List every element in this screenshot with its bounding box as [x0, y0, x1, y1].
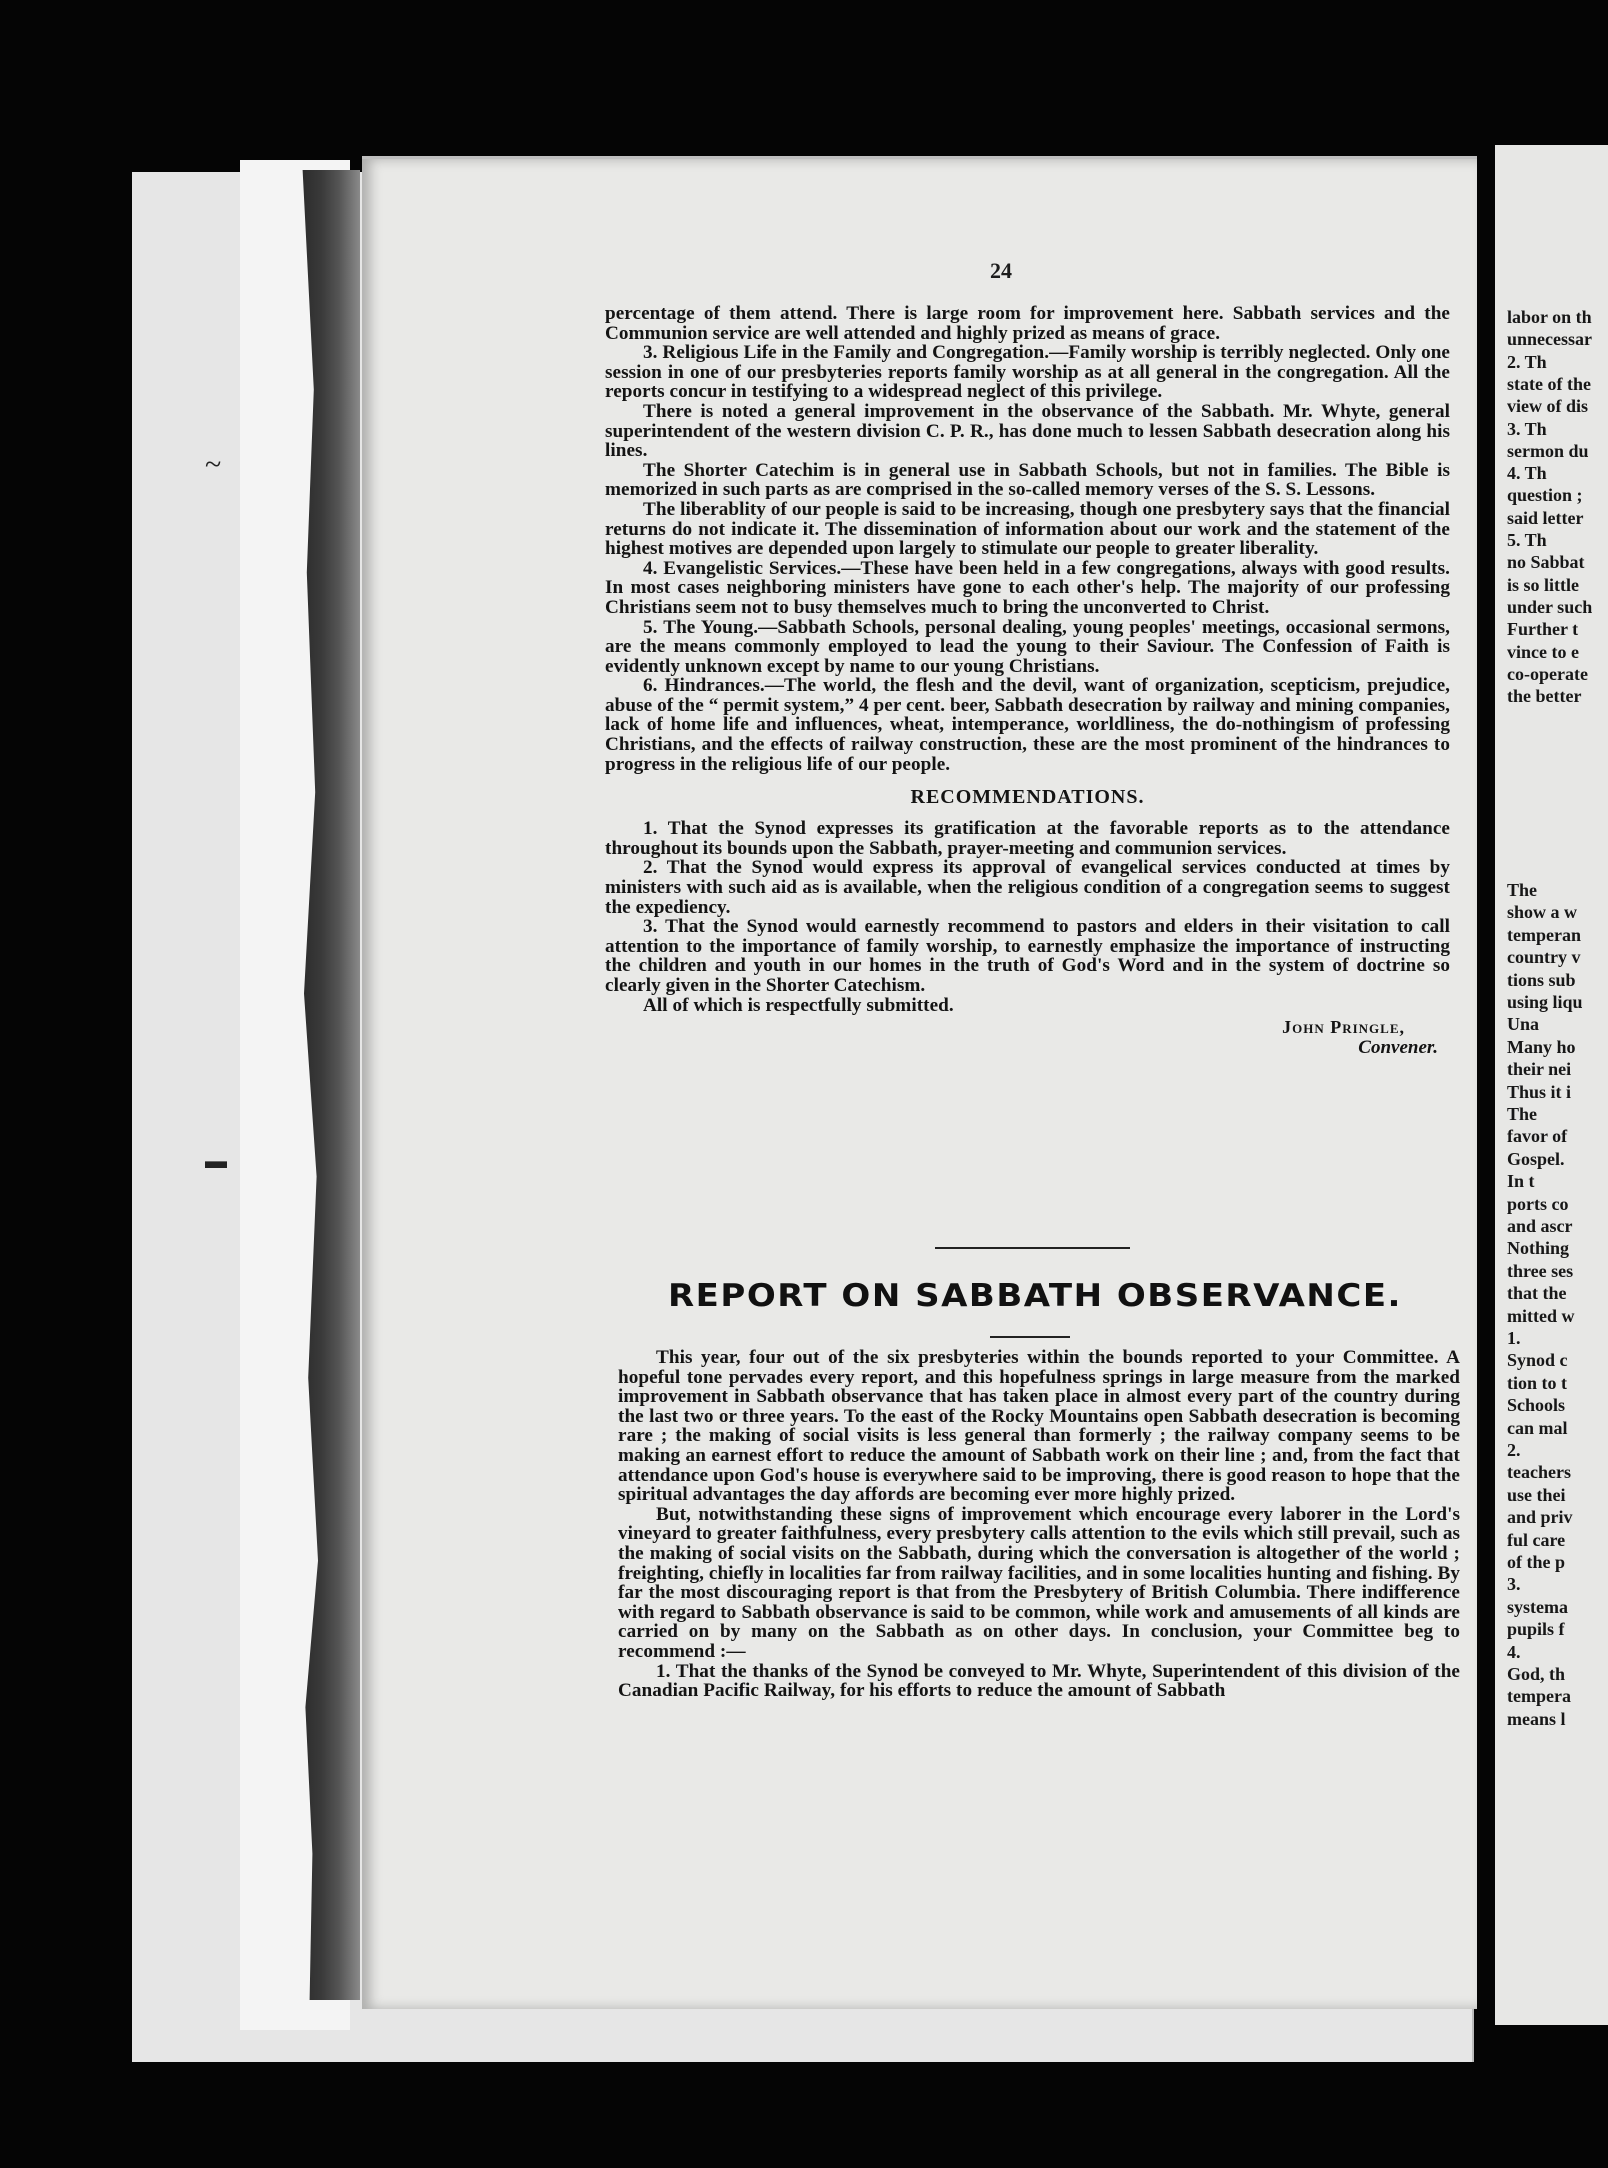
facing-page-line: tion to t: [1507, 1372, 1567, 1393]
facing-page-line: sermon du: [1507, 440, 1589, 461]
title-underline-rule: [990, 1336, 1070, 1338]
facing-page-line: using liqu: [1507, 992, 1583, 1012]
facing-page-line: their nei: [1507, 1059, 1572, 1080]
facing-page-line: Nothing: [1507, 1238, 1570, 1259]
recommendation-item: 1. That the Synod expresses its gratification at the favorable reports as to the attendance throughout its bounds upon the Sabbath, prayer-meeting and communion services.: [605, 818, 1450, 859]
body-paragraph: percentage of them attend. There is large room for improvement here. Sabbath services and the Communion service are well attended and highly prized as means of grace.: [605, 303, 1450, 344]
facing-page-line: and priv: [1507, 1507, 1573, 1528]
facing-page-line: Gospel.: [1507, 1148, 1565, 1169]
facing-page-line: that the: [1507, 1283, 1567, 1304]
facing-page-line: vince to e: [1507, 641, 1579, 662]
facing-page-line: labor on th: [1507, 307, 1592, 327]
facing-page-line: God, th: [1507, 1664, 1566, 1684]
facing-page-line: 2.: [1507, 1440, 1521, 1460]
recommendation-item: 2. That the Synod would express its approval of evangelical services conducted at times by ministers with such aid as is available, when the religious condition of a congregation seems to suggest the expediency.: [605, 857, 1450, 918]
facing-page-line: can mal: [1507, 1417, 1568, 1438]
facing-page-line: three ses: [1507, 1260, 1574, 1281]
ink-smudge-mark: ~: [205, 448, 222, 481]
facing-page-line: 3. Th: [1507, 418, 1547, 439]
body-paragraph: The liberablity of our people is said to be increasing, though one presbytery says that the financial returns do not indicate it. The dissemination of information about our work and the statement of the highest motives are depended upon largely to stimulate our people to greater liberality.: [605, 498, 1450, 560]
facing-page-line: show a w: [1507, 902, 1578, 923]
facing-page-line: tempera: [1507, 1686, 1571, 1707]
facing-page-line: state of the: [1507, 373, 1591, 394]
body-paragraph: 3. Religious Life in the Family and Congregation.—Family worship is terribly neglected. Only one session in one of our presbyteries reports family worship as at all general in the congregation. All the reports concur in testifying to a widespread neglect of this privilege.: [605, 342, 1450, 403]
page-number: 24: [990, 258, 1012, 283]
facing-page-line: view of dis: [1507, 396, 1588, 417]
facing-page-line: unnecessar: [1507, 329, 1592, 350]
section-divider-rule: [935, 1247, 1130, 1249]
facing-page-line: In t: [1507, 1171, 1535, 1192]
facing-page-line: 4. Th: [1507, 463, 1547, 484]
facing-page-line: The: [1507, 1104, 1538, 1124]
ink-blot-mark: ▬: [205, 1148, 227, 1173]
facing-page-line: of the p: [1507, 1552, 1565, 1572]
facing-page-line: Schools: [1507, 1395, 1566, 1416]
facing-page-line: Synod c: [1507, 1350, 1568, 1371]
facing-page-line: mitted w: [1507, 1305, 1575, 1326]
signature-title: Convener.: [1358, 1037, 1438, 1059]
facing-page-line: 3.: [1507, 1574, 1521, 1595]
signature-name: John Pringle,: [1282, 1017, 1405, 1038]
facing-page-line: Thus it i: [1507, 1081, 1572, 1102]
body-paragraph: There is noted a general improvement in the observance of the Sabbath. Mr. Whyte, general superintendent of the western division C. P. R., has done much to lessen Sabbath desecration along his lines.: [605, 400, 1450, 462]
facing-page-line: and ascr: [1507, 1216, 1573, 1236]
facing-page-line: 4.: [1507, 1641, 1521, 1662]
body-paragraph: 1. That the thanks of the Synod be conveyed to Mr. Whyte, Superintendent of this division of the Canadian Pacific Railway, for his efforts to reduce the amount of Sabbath: [618, 1660, 1460, 1702]
facing-page-line: country v: [1507, 947, 1581, 968]
body-paragraph: But, notwithstanding these signs of improvement which encourage every laborer in the Lord's vineyard to greater faithfulness, every presbytery calls attention to the evils which still prevail, such as the making of social visits on the Sabbath, during which the conversation is altogether of the world ; freighting, chiefly in localities far from railway facilities, and in some localities hunting and fishing. By far the most discouraging report is that from the Presbytery of British Columbia. There indifference with regard to Sabbath observance is said to be common, while work and amusements of all kinds are carried on by many on the Sabbath as on other days. In conclusion, your Committee beg to recommend :—: [618, 1503, 1460, 1662]
body-paragraph: 5. The Young.—Sabbath Schools, personal dealing, young peoples' meetings, occasional sermons, are the means commonly employed to lead the young to their Saviour. The Confession of Faith is evidently unknown except by name to our young Christians.: [605, 616, 1450, 677]
facing-page-line: 5. Th: [1507, 530, 1547, 550]
report-body-section-1: [605, 304, 1450, 1057]
facing-page-line: under such: [1507, 596, 1593, 617]
recommendation-item: 3. That the Synod would earnestly recommend to pastors and elders in their visitation to call attention to the importance of family worship, to earnestly emphasize the importance of instructing the children and youth in our homes in the truth of God's Word and in the system of doctrine so clearly given in the Shorter Catechism.: [605, 916, 1450, 996]
facing-page-line: Una: [1507, 1014, 1540, 1035]
facing-page-line: temperan: [1507, 924, 1581, 945]
facing-page-line: ful care: [1507, 1529, 1566, 1550]
facing-page-line: said letter: [1507, 507, 1584, 528]
facing-page-line: pupils f: [1507, 1619, 1565, 1640]
recommendations-heading: RECOMMENDATIONS.: [910, 786, 1145, 809]
facing-page-line: 1.: [1507, 1328, 1521, 1348]
facing-page-line: co-operate: [1507, 663, 1588, 684]
report-title: REPORT ON SABBATH OBSERVANCE.: [668, 1277, 1402, 1315]
facing-page-line: use thei: [1507, 1484, 1566, 1505]
facing-page-line: no Sabbat: [1507, 552, 1585, 573]
facing-page-fragment: [1495, 145, 1608, 2025]
facing-page-line: tions sub: [1507, 969, 1576, 990]
facing-page-line: favor of: [1507, 1126, 1568, 1147]
facing-page-line: is so little: [1507, 574, 1579, 595]
facing-page-line: teachers: [1507, 1462, 1571, 1483]
body-paragraph: This year, four out of the six presbyteries within the bounds reported to your Committee. A hopeful tone pervades every report, and this hopefulness springs in large measure from the marked improvement in Sabbath observance that has taken place in almost every part of the country during the last two or three years. To the east of the Rocky Mountains open Sabbath desecration is becoming rare ; the making of social visits is less general than formerly ; the railway company seems to be making an earnest effort to reduce the amount of Sabbath work on their line ; and, from the fact that attendance upon God's house is everywhere said to be improving, there is good reason to hope that the spiritual advantages the day affords are becoming ever more highly prized.: [618, 1347, 1460, 1506]
closing-line: All of which is respectfully submitted.: [643, 994, 954, 1016]
facing-page-line: 2. Th: [1507, 351, 1547, 372]
facing-page-line: means l: [1507, 1708, 1566, 1729]
facing-page-line: Many ho: [1507, 1036, 1576, 1057]
body-paragraph: The Shorter Catechim is in general use in Sabbath Schools, but not in families. The Bible is memorized in such parts as are comprised in the so-called memory verses of the S. S. Lessons.: [605, 459, 1450, 501]
facing-page-line: the better: [1507, 686, 1582, 707]
facing-page-line: systema: [1507, 1596, 1568, 1617]
report-body-section-2: [618, 1348, 1460, 1701]
facing-page-line: question ;: [1507, 485, 1583, 506]
facing-page-line: The: [1507, 880, 1538, 900]
body-paragraph: 4. Evangelistic Services.—These have been held in a few congregations, always with good results. In most cases neighboring ministers have gone to each other's help. The majority of our professing Christians seem not to busy themselves much to bring the unconverted to Christ.: [605, 557, 1450, 618]
facing-page-line: Further t: [1507, 619, 1579, 640]
signature-block: [605, 1015, 1450, 1057]
body-paragraph: 6. Hindrances.—The world, the flesh and the devil, want of organization, scepticism, prejudice, abuse of the “ permit system,” 4 per cent. beer, Sabbath desecration by railway and mining companies, lack of home life and influences, wheat, intemperance, worldliness, the do-nothingism of professing Christians, and the effects of railway construction, these are the most prominent of the hindrances to progress in the religious life of our people.: [605, 675, 1450, 775]
facing-page-line: ports co: [1507, 1193, 1569, 1214]
